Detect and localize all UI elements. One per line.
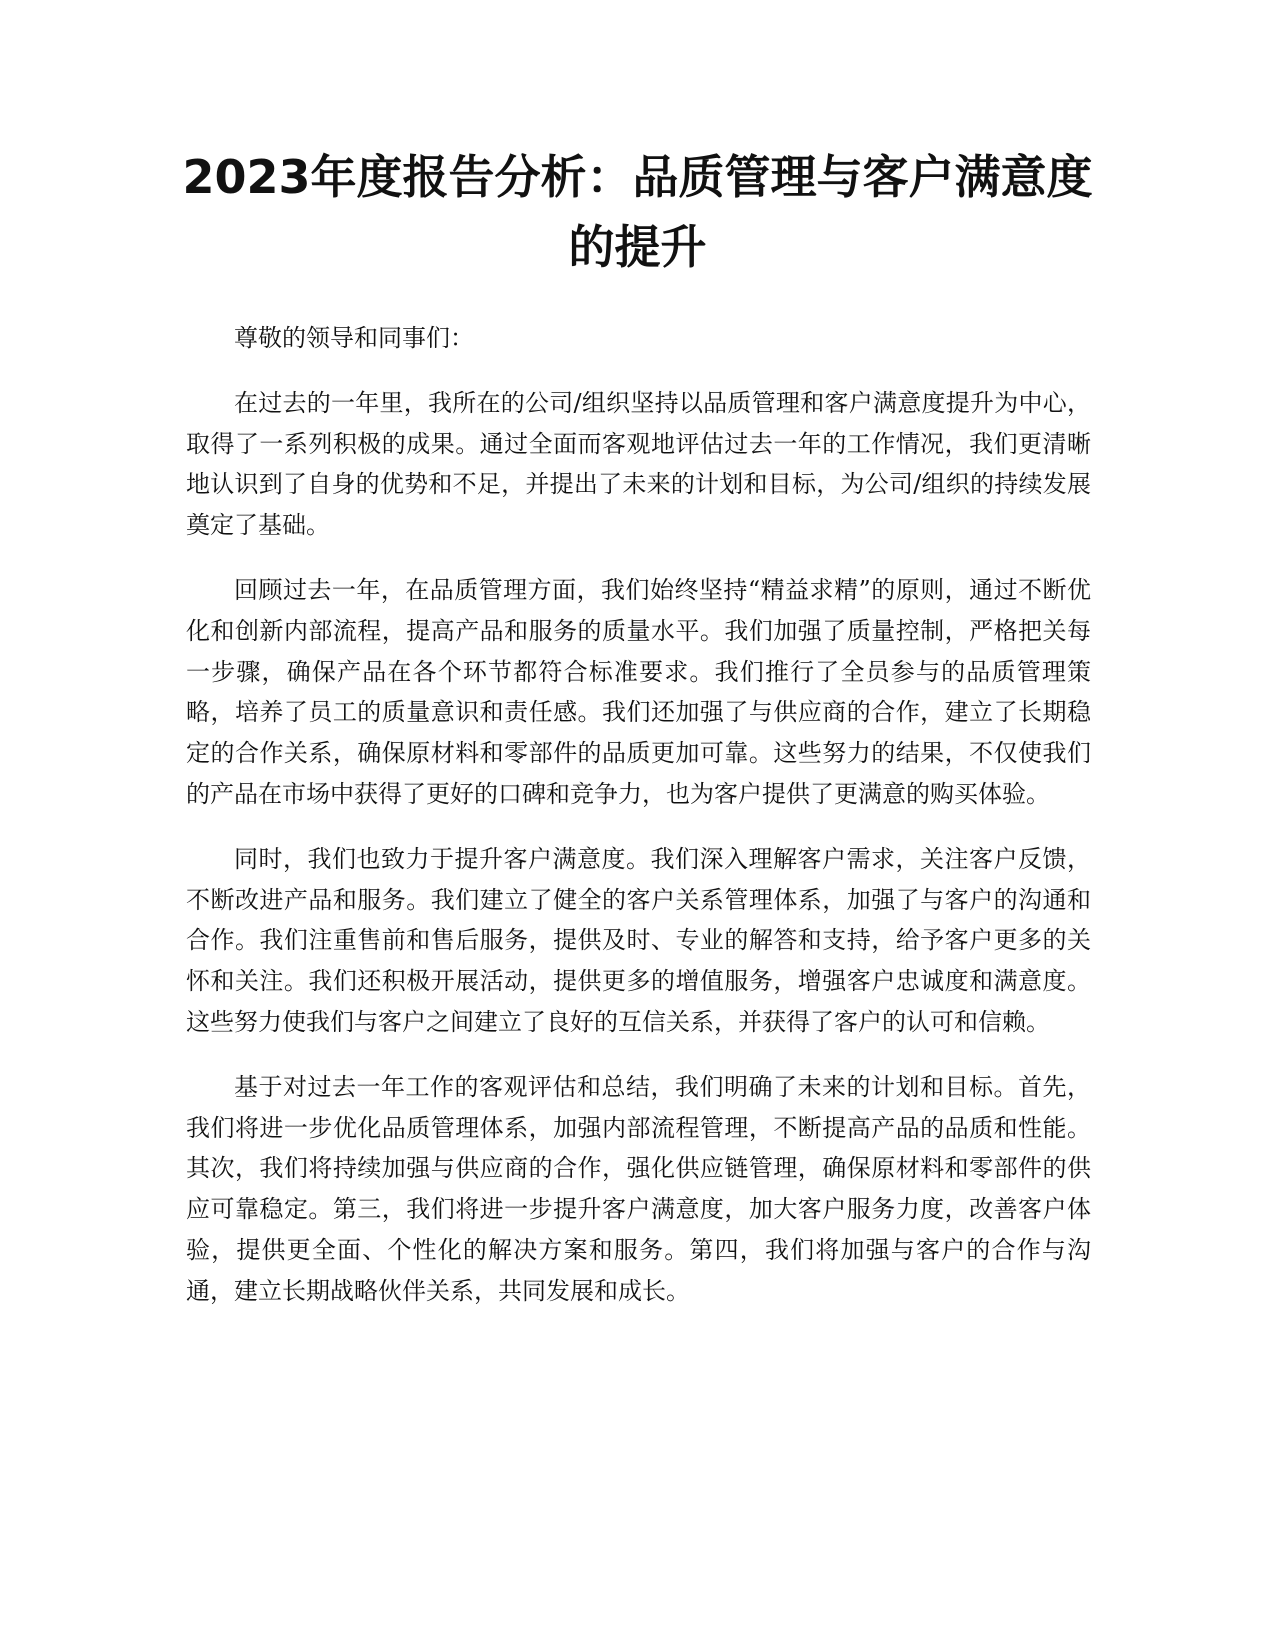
intro-paragraph: 在过去的一年里，我所在的公司/组织坚持以品质管理和客户满意度提升为中心，取得了一系列积极的成果。通过全面而客观地评估过去一年的工作情况，我们更清晰地认识到了自身的优势和不足，并提出了未来的计划和目标，为公司/组织的持续发展奠定了基础。	[186, 388, 1091, 540]
quality-management-paragraph: 回顾过去一年，在品质管理方面，我们始终坚持“精益求精”的原则，通过不断优化和创新内部流程，提高产品和服务的质量水平。我们加强了质量控制，严格把关每一步骤，确保产品在各个环节都符合标准要求。我们推行了全员参与的品质管理策略，培养了员工的质量意识和责任感。我们还加强了与供应商的合作，建立了长期稳定的合作关系，确保原材料和零部件的品质更加可靠。这些努力的结果，不仅使我们的产品在市场中获得了更好的口碑和竞争力，也为客户提供了更满意的购买体验。	[186, 575, 1091, 808]
greeting-paragraph: 尊敬的领导和同事们：	[234, 324, 474, 352]
future-plans-paragraph: 基于对过去一年工作的客观评估和总结，我们明确了未来的计划和目标。首先，我们将进一步优化品质管理体系，加强内部流程管理，不断提高产品的品质和性能。其次，我们将持续加强与供应商的合作，强化供应链管理，确保原材料和零部件的供应可靠稳定。第三，我们将进一步提升客户满意度，加大客户服务力度，改善客户体验，提供更全面、个性化的解决方案和服务。第四，我们将加强与客户的合作与沟通，建立长期战略伙伴关系，共同发展和成长。	[186, 1072, 1091, 1305]
customer-satisfaction-paragraph: 同时，我们也致力于提升客户满意度。我们深入理解客户需求，关注客户反馈，不断改进产品和服务。我们建立了健全的客户关系管理体系，加强了与客户的沟通和合作。我们注重售前和售后服务，提供及时、专业的解答和支持，给予客户更多的关怀和关注。我们还积极开展活动，提供更多的增值服务，增强客户忠诚度和满意度。这些努力使我们与客户之间建立了良好的互信关系，并获得了客户的认可和信赖。	[186, 844, 1091, 1036]
document-body	[186, 318, 1091, 1336]
document-title: 2023年度报告分析：品质管理与客户满意度的提升	[182, 150, 1093, 274]
